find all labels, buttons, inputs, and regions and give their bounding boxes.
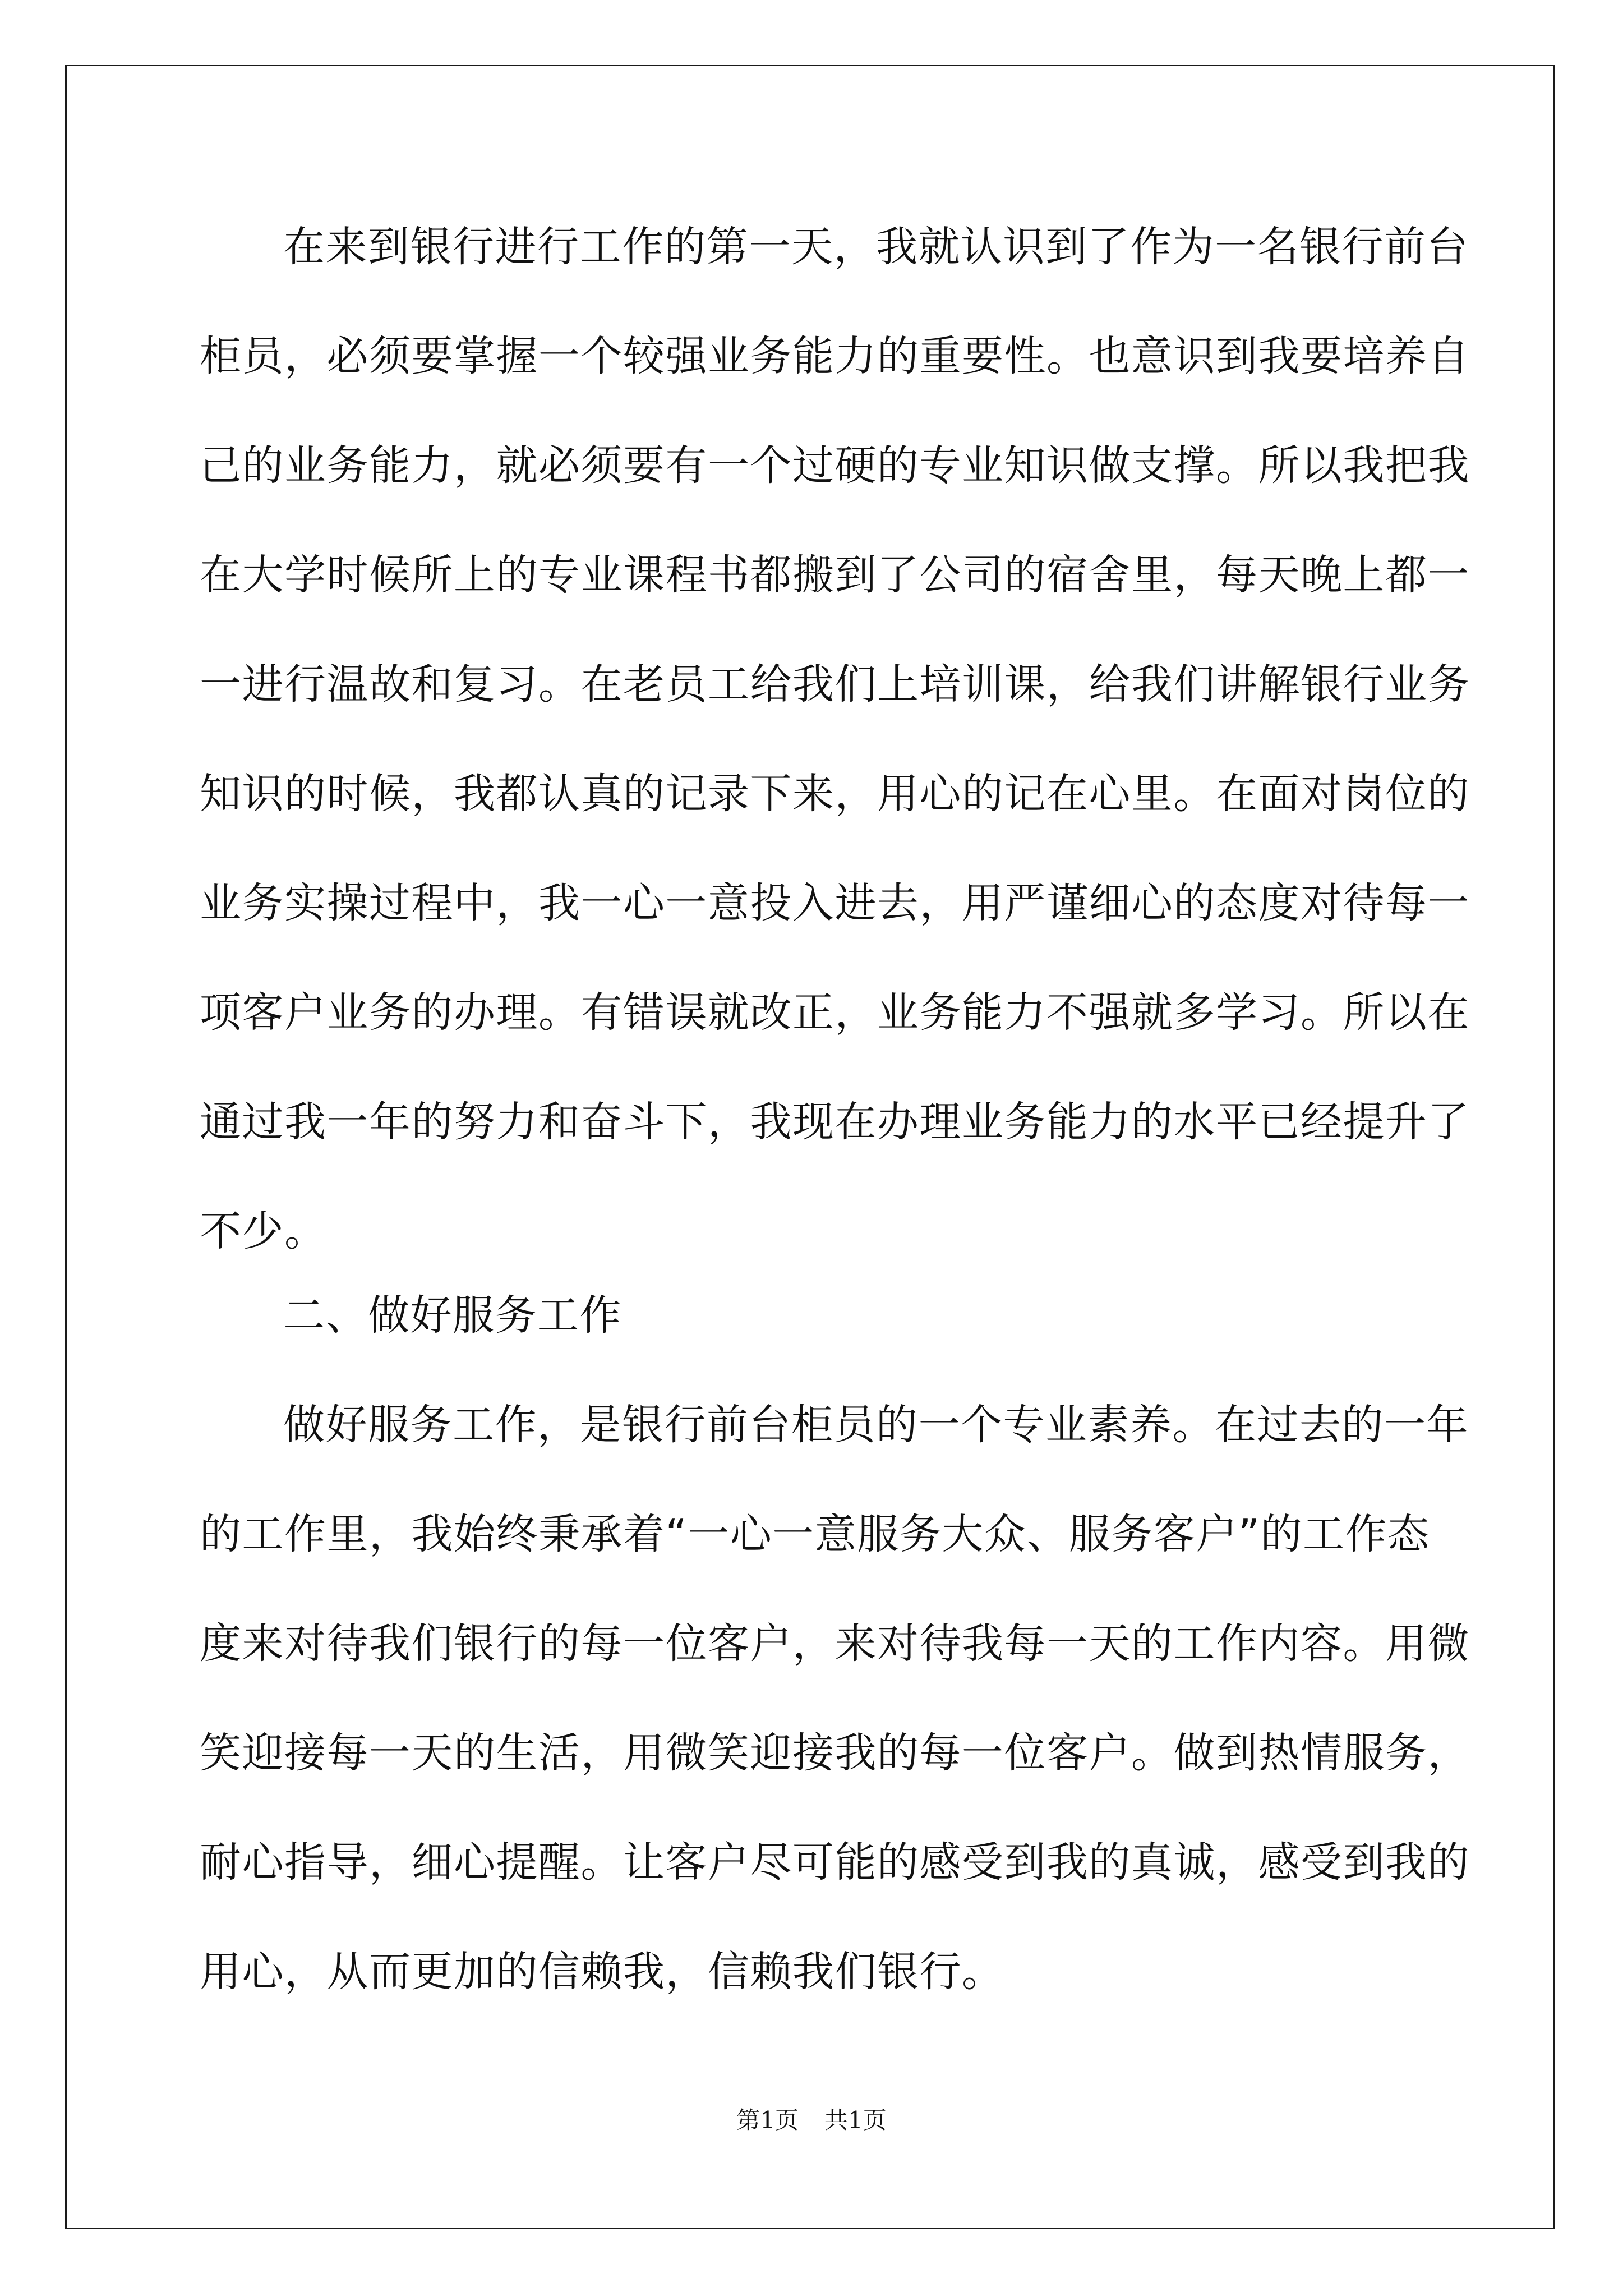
paragraph-line: 己的业务能力，就必须要有一个过硬的专业知识做支撑。所以我把我 — [200, 441, 1470, 490]
paragraph-line: 柜员，必须要掌握一个较强业务能力的重要性。也意识到我要培养自 — [200, 332, 1470, 380]
page-number: 第1页 — [736, 2106, 799, 2134]
paragraph-line: 在来到银行进行工作的第一天，我就认识到了作为一名银行前台 — [283, 223, 1469, 271]
paragraph-line: 做好服务工作，是银行前台柜员的一个专业素养。在过去的一年 — [283, 1401, 1469, 1449]
paragraph-line: 笑迎接每一天的生活，用微笑迎接我的每一位客户。做到热情服务， — [200, 1729, 1470, 1777]
page-footer — [0, 2104, 1623, 2137]
paragraph-line: 用心，从而更加的信赖我，信赖我们银行。 — [200, 1948, 1004, 1996]
paragraph-line: 一进行温故和复习。在老员工给我们上培训课，给我们讲解银行业务 — [200, 660, 1470, 708]
paragraph-line: 业务实操过程中，我一心一意投入进去，用严谨细心的态度对待每一 — [200, 879, 1470, 927]
paragraph-line: 通过我一年的努力和奋斗下，我现在办理业务能力的水平已经提升了 — [200, 1098, 1470, 1146]
paragraph-line: 项客户业务的办理。有错误就改正，业务能力不强就多学习。所以在 — [200, 988, 1470, 1037]
paragraph-line: 度来对待我们银行的每一位客户，来对待我每一天的工作内容。用微 — [200, 1619, 1470, 1668]
paragraph-line: 不少。 — [200, 1207, 327, 1255]
paragraph-line: 的工作里，我始终秉承着“一心一意服务大众、服务客户”的工作态 — [200, 1510, 1430, 1558]
section-heading: 二、做好服务工作 — [283, 1291, 622, 1340]
page-total: 共1页 — [824, 2106, 887, 2134]
paragraph-line: 在大学时候所上的专业课程书都搬到了公司的宿舍里，每天晚上都一 — [200, 551, 1470, 599]
paragraph-line: 耐心指导，细心提醒。让客户尽可能的感受到我的真诚，感受到我的 — [200, 1838, 1470, 1887]
paragraph-line: 知识的时候，我都认真的记录下来，用心的记在心里。在面对岗位的 — [200, 770, 1470, 818]
